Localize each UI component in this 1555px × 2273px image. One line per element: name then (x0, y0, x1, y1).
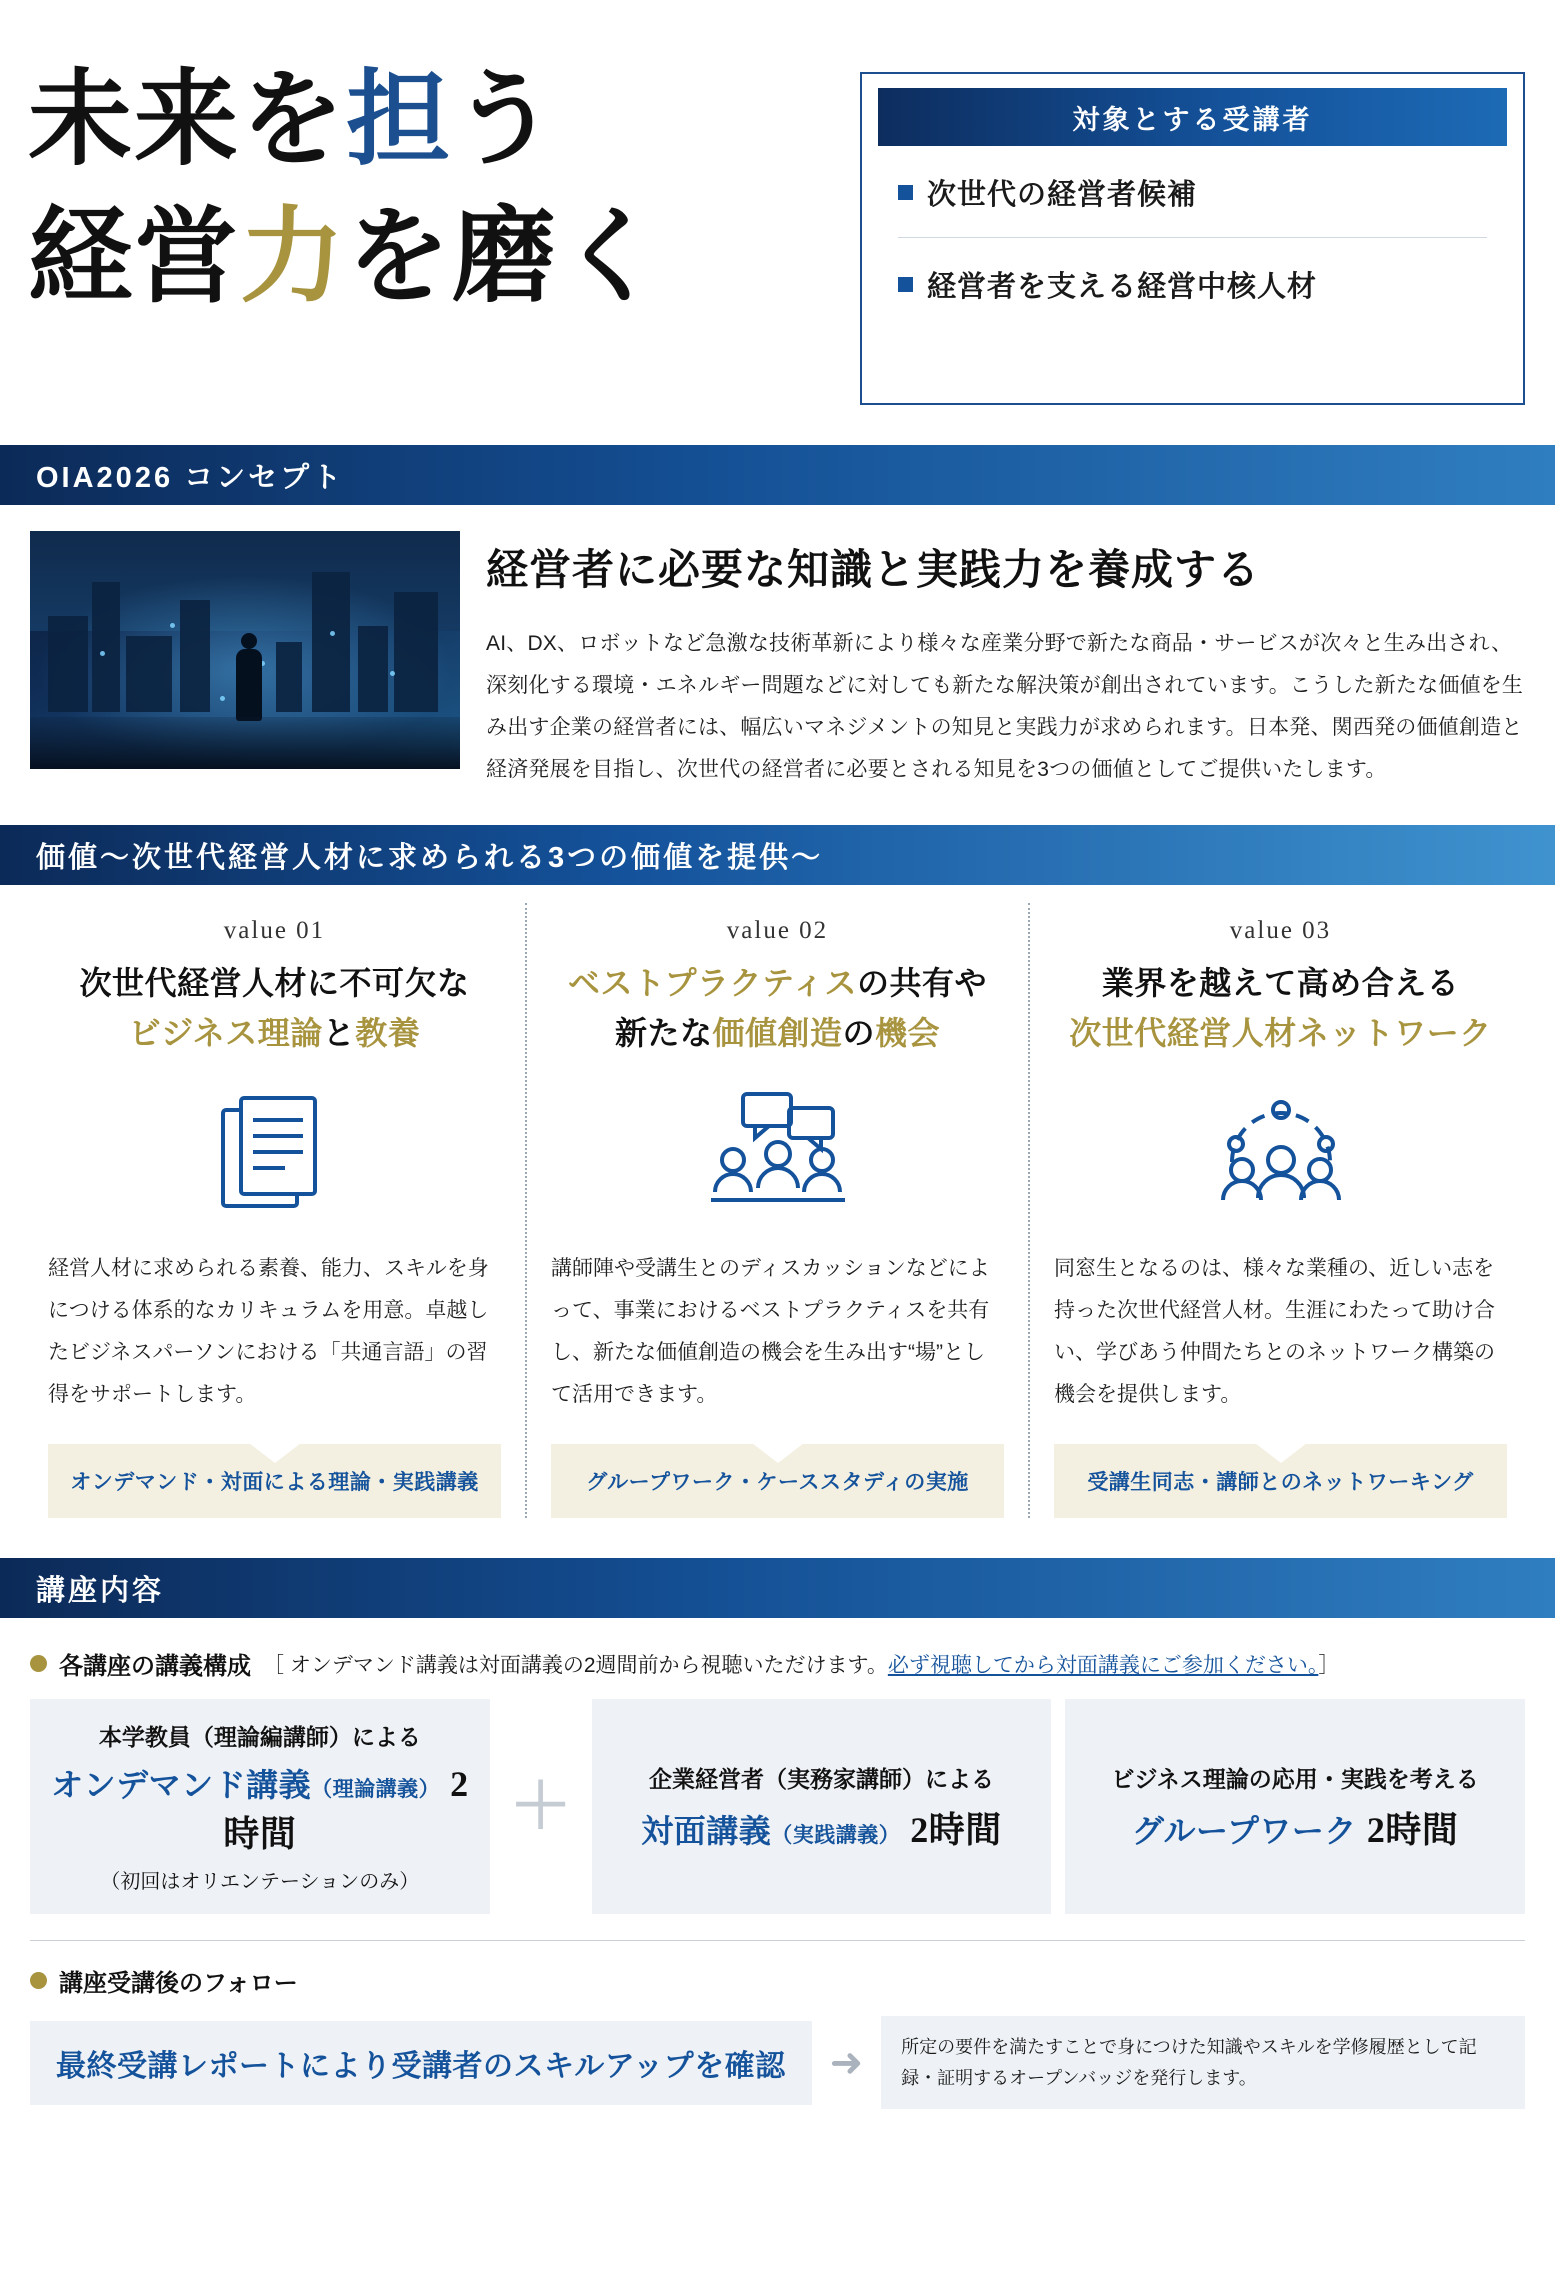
course-card-groupwork (1065, 1699, 1525, 1914)
concept-heading: 経営者に必要な知識と実践力を養成する (486, 548, 1261, 594)
course-cards (30, 1699, 1525, 1914)
value-title (1054, 959, 1507, 1058)
card-main (40, 1760, 480, 1857)
course-section (0, 1618, 1555, 2109)
value-column-02 (525, 903, 1028, 1518)
course-card-ondemand (30, 1699, 490, 1914)
card-line3: （初回はオリエンテーションのみ） (100, 1871, 420, 1894)
follow-label: 講座受講後のフォロー (59, 1970, 298, 1998)
values-section (0, 885, 1555, 1528)
concept-section (0, 505, 1555, 809)
arrow-right-icon: ➜ (829, 2040, 864, 2085)
value-label: value 02 (726, 917, 829, 944)
target-audience-box (860, 72, 1525, 405)
card-line1: 企業経営者（実務家講師）による (649, 1765, 994, 1792)
value-tag-wrap (551, 1444, 1004, 1518)
course-structure-row (30, 1646, 1525, 1681)
hero-line2-b: 力 (240, 200, 347, 316)
value-title-hl2: 教養 (355, 1014, 421, 1051)
follow-row (30, 1963, 1525, 1998)
value-tag-wrap (48, 1444, 501, 1518)
target-item-label: 次世代の経営者候補 (927, 179, 1198, 211)
target-audience-heading: 対象とする受講者 (878, 88, 1507, 146)
follow-note-text: 所定の要件を満たすことで身につけた知識やスキルを学修履歴として記録・証明するオープンバッジを発行します。 (881, 2016, 1525, 2109)
list-item (898, 237, 1487, 329)
card-sub-label: （実践講義） (771, 1823, 901, 1847)
businessman-silhouette-icon (236, 649, 262, 721)
value-title-hl1: ビジネス理論 (128, 1014, 323, 1051)
course-bar-title: 講座内容 (36, 1574, 165, 1607)
city-night-image (30, 531, 460, 769)
value-label: value 03 (1229, 917, 1332, 944)
page-title (28, 52, 664, 327)
value-text: 同窓生となるのは、様々な業種の、近しい志を持った次世代経営人材。生涯にわたって助け合い、学びあう仲間たちとのネットワーク構築の機会を提供します。 (1054, 1257, 1495, 1407)
value-column-03 (1028, 903, 1531, 1518)
value-title-mid: と (322, 1014, 356, 1051)
value-text: 経営人材に求められる素養、能力、スキルを身につける体系的なカリキュラムを用意。卓越したビジネスパーソンにおける「共通言語」の習得をサポートします。 (48, 1257, 489, 1407)
hero-line1-a: 未来を (28, 63, 347, 178)
course-section-bar (0, 1558, 1555, 1618)
card-hours: 2時間 (1366, 1809, 1459, 1850)
value-title-line2b: の (842, 1014, 876, 1051)
list-item (898, 146, 1487, 237)
card-line1: ビジネス理論の応用・実践を考える (1111, 1765, 1479, 1792)
value-tag: 受講生同志・講師とのネットワーキング (1054, 1444, 1507, 1518)
value-text: 講師陣や受講生とのディスカッションなどによって、事業におけるベストプラクティスを共有し、新たな価値創造の機会を生み出す“場”として活用できます。 (551, 1257, 990, 1407)
hero-line2-a: 経営 (28, 200, 241, 316)
values-bar-title: 価値〜次世代経営人材に求められる3つの価値を提供〜 (36, 841, 824, 874)
value-title (551, 959, 1004, 1058)
hero-line1-c: う (452, 63, 559, 178)
value-column-01 (24, 903, 525, 1518)
card-hours: 2時間 (223, 1764, 469, 1855)
value-tag: グループワーク・ケーススタディの実施 (551, 1444, 1004, 1518)
value-title-line1: 業界を越えて高め合える (1101, 965, 1460, 1001)
course-structure-label: 各講座の講義構成 (59, 1653, 251, 1681)
values-section-bar (0, 825, 1555, 885)
value-title-hl1: 次世代経営人材ネットワーク (1069, 1014, 1492, 1051)
value-title-mid: の共有や (856, 965, 987, 1001)
card-main (1132, 1802, 1458, 1853)
discussion-people-icon (551, 1058, 1004, 1248)
value-tag: オンデマンド・対面による理論・実践講義 (48, 1444, 501, 1518)
note-close: ］ (1318, 1653, 1340, 1677)
card-line1: 本学教員（理論編講師）による (98, 1724, 421, 1751)
value-tag-wrap (1054, 1444, 1507, 1518)
section-divider (30, 1940, 1525, 1941)
course-card-facetoface (592, 1699, 1052, 1914)
course-structure-note (263, 1649, 1339, 1679)
card-main-label: 対面講義 (641, 1812, 772, 1849)
value-title-line1: 次世代経営人材に不可欠な (79, 965, 470, 1001)
follow-main-text: 最終受講レポートにより受講者のスキルアップを確認 (30, 2021, 812, 2105)
target-item-label: 経営者を支える経営中核人材 (927, 271, 1318, 303)
network-people-icon (1054, 1058, 1507, 1248)
target-audience-list (862, 146, 1523, 329)
value-title-hl2: 価値創造 (712, 1014, 843, 1051)
hero-line1-b: 担 (346, 63, 453, 178)
value-title (48, 959, 501, 1058)
square-bullet-icon (898, 185, 913, 200)
square-bullet-icon (898, 277, 913, 292)
value-title-hl1: ベストプラクティス (568, 965, 857, 1001)
note-link[interactable]: 必ず視聴してから対面講義にご参加ください。 (887, 1653, 1319, 1677)
plus-icon: ＋ (509, 1771, 572, 1841)
card-hours: 2時間 (910, 1809, 1002, 1850)
concept-bar-title: OIA2026 コンセプト (36, 461, 345, 494)
value-label: value 01 (223, 917, 326, 944)
concept-section-bar (0, 445, 1555, 505)
documents-icon (48, 1058, 501, 1248)
hero-line2-c: を磨く (346, 200, 665, 316)
card-main-label: オンデマンド講義 (51, 1767, 312, 1804)
note-open: ［ オンデマンド講義は対面講義の2週間前から視聴いただけます。 (263, 1653, 888, 1677)
circle-bullet-icon (30, 1972, 47, 1989)
follow-block (30, 2016, 1525, 2109)
card-sub-label: （理論講義） (311, 1778, 441, 1802)
value-title-hl3: 機会 (875, 1014, 941, 1051)
card-main-label: グループワーク (1131, 1812, 1357, 1849)
circle-bullet-icon (30, 1655, 47, 1672)
hero-section (0, 0, 1555, 445)
value-title-line2a: 新たな (614, 1014, 713, 1051)
concept-body: AI、DX、ロボットなど急激な技術革新により様々な産業分野で新たな商品・サービスが次々と生み出され、深刻化する環境・エネルギー問題などに対しても新たな解決策が創出されています。こうした新たな価値を生み出す企業の経営者には、幅広いマネジメントの知見と実践力が求められます。日本発、関西発の価値創造と経済発展を目指し、次世代の経営者に必要とされる知見を3つの価値としてご提供いたします。 (486, 632, 1524, 781)
card-main (641, 1802, 1002, 1853)
